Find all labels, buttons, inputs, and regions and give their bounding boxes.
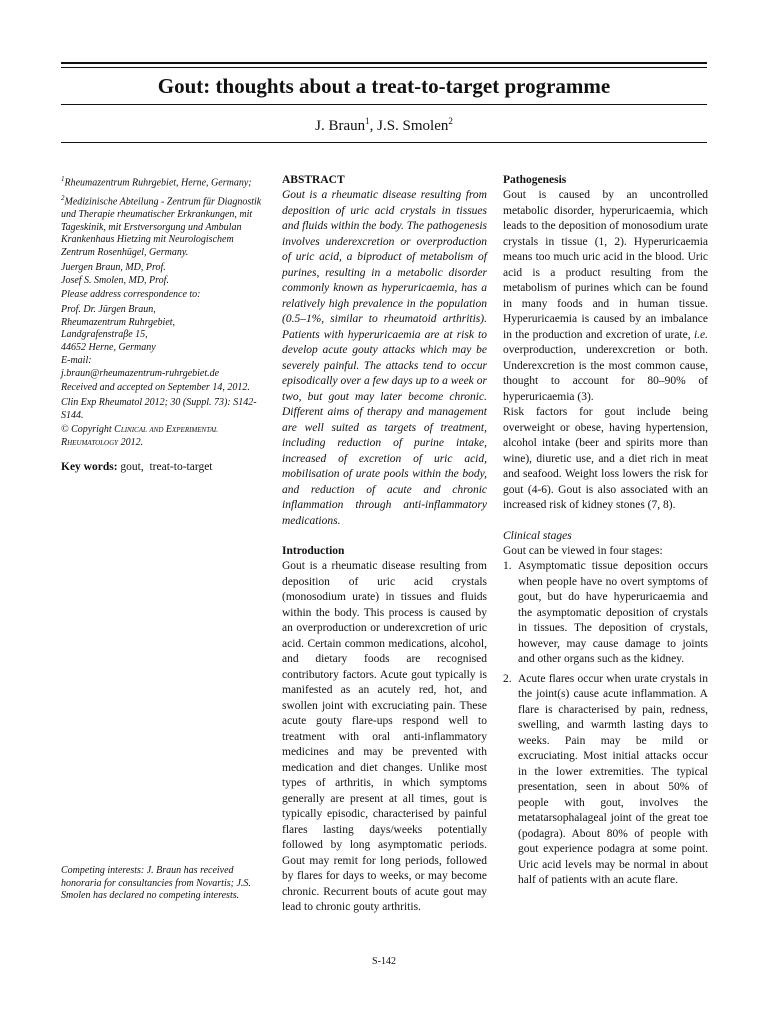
- affiliations-block: [61, 173, 267, 450]
- author-name: J. Braun: [315, 118, 366, 134]
- keywords: [61, 460, 267, 475]
- author-separator: ,: [369, 118, 378, 134]
- title-divider: [61, 104, 707, 105]
- abstract-column: [282, 173, 487, 916]
- pathogenesis-column: [503, 173, 708, 893]
- list-item: [503, 672, 708, 889]
- keywords-label: Key words:: [61, 460, 118, 473]
- affiliation-2: $^2$Medizinische Abteilung - Zentrum für Diagnostik und Therapie rheumatischer Erkrankungen, mit Tageskinik, mit Erstversorgung und Ambulan Krankenhaus Hietzing mit Neurologischem Zentrum Rosenhügel, Germany.: [61, 194, 262, 259]
- author-name: J.S. Smolen: [377, 118, 449, 134]
- clinical-stages-intro: Gout can be viewed in four stages:: [503, 544, 663, 557]
- introduction-heading: Introduction: [282, 545, 345, 557]
- email-link[interactable]: j.braun@rheumazentrum-ruhrgebiet.de: [61, 367, 220, 379]
- authors-divider: [61, 142, 707, 143]
- list-item-text: Acute flares occur when urate crystals in the joint(s) cause acute inflammation. A flare is characterised by pain, redness, swelling, and warmth lasting days to weeks. Pain may be mild or excruciating. Most initial attacks occur in the lower extremities. The typical presentation, seen in about 50% of people with gout, involves the metatarsophalageal joint of the great toe (podagra). About 80% of people with gout experience podagra at some point. Uric acid levels may be normal in about half of patients with an acute flare.: [518, 672, 708, 886]
- citation: Clin Exp Rheumatol 2012; 30 (Suppl. 73): S142-S144.: [61, 396, 257, 421]
- top-double-rule-thick: [61, 62, 707, 64]
- clinical-stages-heading: Clinical stages: [503, 529, 572, 542]
- list-item-number: 1.: [503, 560, 512, 572]
- introduction-text: Gout is a rheumatic disease resulting from deposition of uric acid crystals (monosodium urate) in tissues and fluids within the body. This process is caused by an overproduction or underexcretion of uric acid. Certain common medications, alcohol, and dietary foods are recognised contributory factors. Acute gout typically is manifested as an acutely red, hot, and swollen joint with excruciating pain. These acute gouty flare-ups respond well to treatment with oral anti-inflammatory medicines and may be prevented with medication and diet changes. Unlike most types of arthritis, in which symptoms generally are present at all times, gout is typically episodic, characterised by painful flares lasting days/weeks potentially followed by long asymptomatic periods. Gout may remit for long periods, followed by flares for days to weeks, or may become chronic. Recurrent bouts of acute gout may lead to chronic gouty arthritis.: [282, 560, 487, 913]
- received-date: Received and accepted on September 14, 2012.: [61, 382, 250, 394]
- sidebar-column: [61, 173, 267, 923]
- abstract-heading: ABSTRACT: [282, 174, 345, 186]
- top-double-rule-thin: [61, 67, 707, 68]
- article-title: Gout: thoughts about a treat-to-target programme: [157, 74, 611, 98]
- author-affiliation-sup: 1: [365, 116, 370, 126]
- list-item-text: Asymptomatic tissue deposition occurs when people have no overt symptoms of gout, but do have hyperuricaemia and the asymptomatic deposition of crystals in tissues. The deposition of crystals, however, may cause damage to joints and other organs such as the kidney.: [518, 560, 708, 665]
- author-affiliation-sup: 2: [448, 116, 453, 126]
- pathogenesis-paragraph-2: Risk factors for gout include being overweight or obese, having hypertension, alcohol intake (beer and spirits more than wine), diuretic use, and a diet rich in meat and seafood. Weight loss lowers the risk for gout (4-6). Gout is also associated with an increased risk of kidney stones (7, 8).: [503, 406, 708, 511]
- correspondence-label: Please address correspondence to:: [61, 289, 201, 301]
- pathogenesis-paragraph-1: Gout is caused by an uncontrolled metabolic disorder, hyperuricaemia, which leads to the deposition of monosodium urate crystals in tissue (1, 2). Hyperuricaemia means too much uric acid in the blood. Uric acid is a product resulting from the metabolism of purines which can be found in many foods and in human tissue. Hyperuricaemia is caused by an imbalance in the production and excretion of urate, i.e. overproduction, underexcretion or both. Underexcretion is the most common cause, thought to account for 80–90% of hyperuricaemia (3).: [503, 189, 708, 403]
- clinical-stages-list: [503, 559, 708, 889]
- author-line: [61, 111, 707, 136]
- correspondence-address: Prof. Dr. Jürgen Braun, Rheumazentrum Ruhrgebiet, Landgrafenstraβe 15, 44652 Herne, Germany E-mail: j.braun@rheumazentrum-ruhrgebiet.de: [61, 303, 220, 379]
- keywords-list: gout, treat-to-target: [120, 460, 213, 473]
- pathogenesis-heading: Pathogenesis: [503, 174, 567, 186]
- page-number: S-142: [372, 956, 396, 967]
- author-credentials: Juergen Braun, MD, Prof. Josef S. Smolen, MD, Prof.: [61, 261, 169, 286]
- abstract-text: Gout is a rheumatic disease resulting from deposition of uric acid crystals in tissues and fluids within the body. The pathogenesis involves underexcretion or overproduction of uric acid, a biproduct of metabolism of purines, resulting in a metabolic disorder commonly known as hyperuricaemia, has a relatively high prevalence in the population (0.5–1%, similar to rheumatoid arthritis). Patients with hyperuricaemia are at risk to develop acute gouty attacks which may be severely painful. The attacks tend to occur episodically over a few days up to a week or two, but gout may later become chronic. Different aims of therapy and management are well suited as targets of treatment, including reduction of purine intake, increased of excretion of uric acid, mobilisation of urate pools within the body, and reduction of acute and chronic inflammation through anti-inflammatory medications.: [282, 189, 487, 527]
- competing-interests: Competing interests: J. Braun has received honoraria for consultancies from Novartis; J.S. Smolen has declared no competing interests.: [61, 865, 251, 902]
- copyright: © Copyright Clinical and Experimental Rheumatology 2012.: [61, 424, 218, 449]
- affiliation-1: $^1$Rheumazentrum Ruhrgebiet, Herne, Germany;: [61, 175, 252, 189]
- list-item-number: 2.: [503, 672, 512, 685]
- list-item: [503, 559, 708, 668]
